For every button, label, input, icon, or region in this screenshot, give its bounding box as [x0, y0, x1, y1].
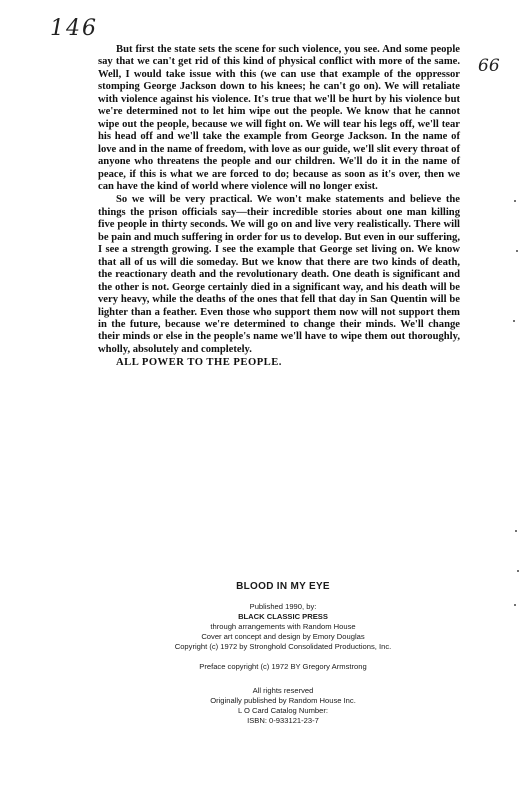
cover-credit: Cover art concept and design by Emory Douglas — [201, 632, 365, 641]
preface-copyright: Preface copyright (c) 1972 BY Gregory Armstrong — [199, 662, 367, 671]
arrangement-line: through arrangements with Random House — [210, 622, 356, 631]
body-text — [98, 44, 460, 370]
published-line: Published 1990, by: — [249, 602, 317, 611]
publisher-name: BLACK CLASSIC PRESS — [238, 612, 328, 621]
handwritten-margin-note: 66 — [478, 56, 500, 76]
original-publisher: Originally published by Random House Inc. — [210, 696, 356, 705]
catalog-line: L O Card Catalog Number: — [237, 706, 329, 715]
isbn-line: ISBN: 0-933121-23-7 — [247, 716, 319, 725]
paragraph-1: But first the state sets the scene for such violence, you see. And some people say that we can't get rid of this kind of physical conflict with more of the same. Well, I would take issue with this (we can use that example of the oppressor stomping George Jackson down to his knees; he can't go on). We will retaliate with violence against his violence. It's true that we'll be hurt by his violence but we're determined not to let him wipe out the people. We know that he cannot wipe out the people, because we will fight on. We will tear his legs off, we'll tear his head off and we'll take the example from George Jackson. In the name of love and in the name of freedom, with love as our guide, we'll slit every throat of anyone who threatens the people and our children. We'll do it in the name of peace, if this is what we are forced to do; because as soon as it's over, then we can have the kind of world where violence will no longer exist. — [98, 44, 460, 192]
colophon — [98, 582, 468, 726]
handwritten-page-number: 146 — [50, 16, 98, 41]
copyright-line: Copyright (c) 1972 by Stronghold Consolidated Productions, Inc. — [174, 642, 392, 651]
book-title: BLOOD IN MY EYE — [236, 581, 330, 592]
rights-line: All rights reserved — [252, 686, 314, 695]
scan-specks — [508, 200, 520, 620]
closing-slogan: ALL POWER TO THE PEOPLE. — [116, 357, 282, 369]
paragraph-2: So we will be very practical. We won't make statements and believe the things the prison officials say—their incredible stories about one man killing five people in thirty seconds. We will go on and live very realistically. There will be pain and much suffering in order for us to develop. But even in our suffering, I see a strength growing. I see the example that George set living on. We know that all of us will die someday. But we know that there are two kinds of death, the reactionary death and the revolutionary death. One death is significant and the other is not. George certainly died in a significant way, and his death will be very heavy, while the deaths of the ones that fell that day in San Quentin will be lighter than a feather. Even those who support them now will not support them in the future, because we're determined to change their minds. We'll change their minds or else in the people's name we'll have to wipe them out thoroughly, wholly, absolutely and completely. — [98, 194, 460, 355]
